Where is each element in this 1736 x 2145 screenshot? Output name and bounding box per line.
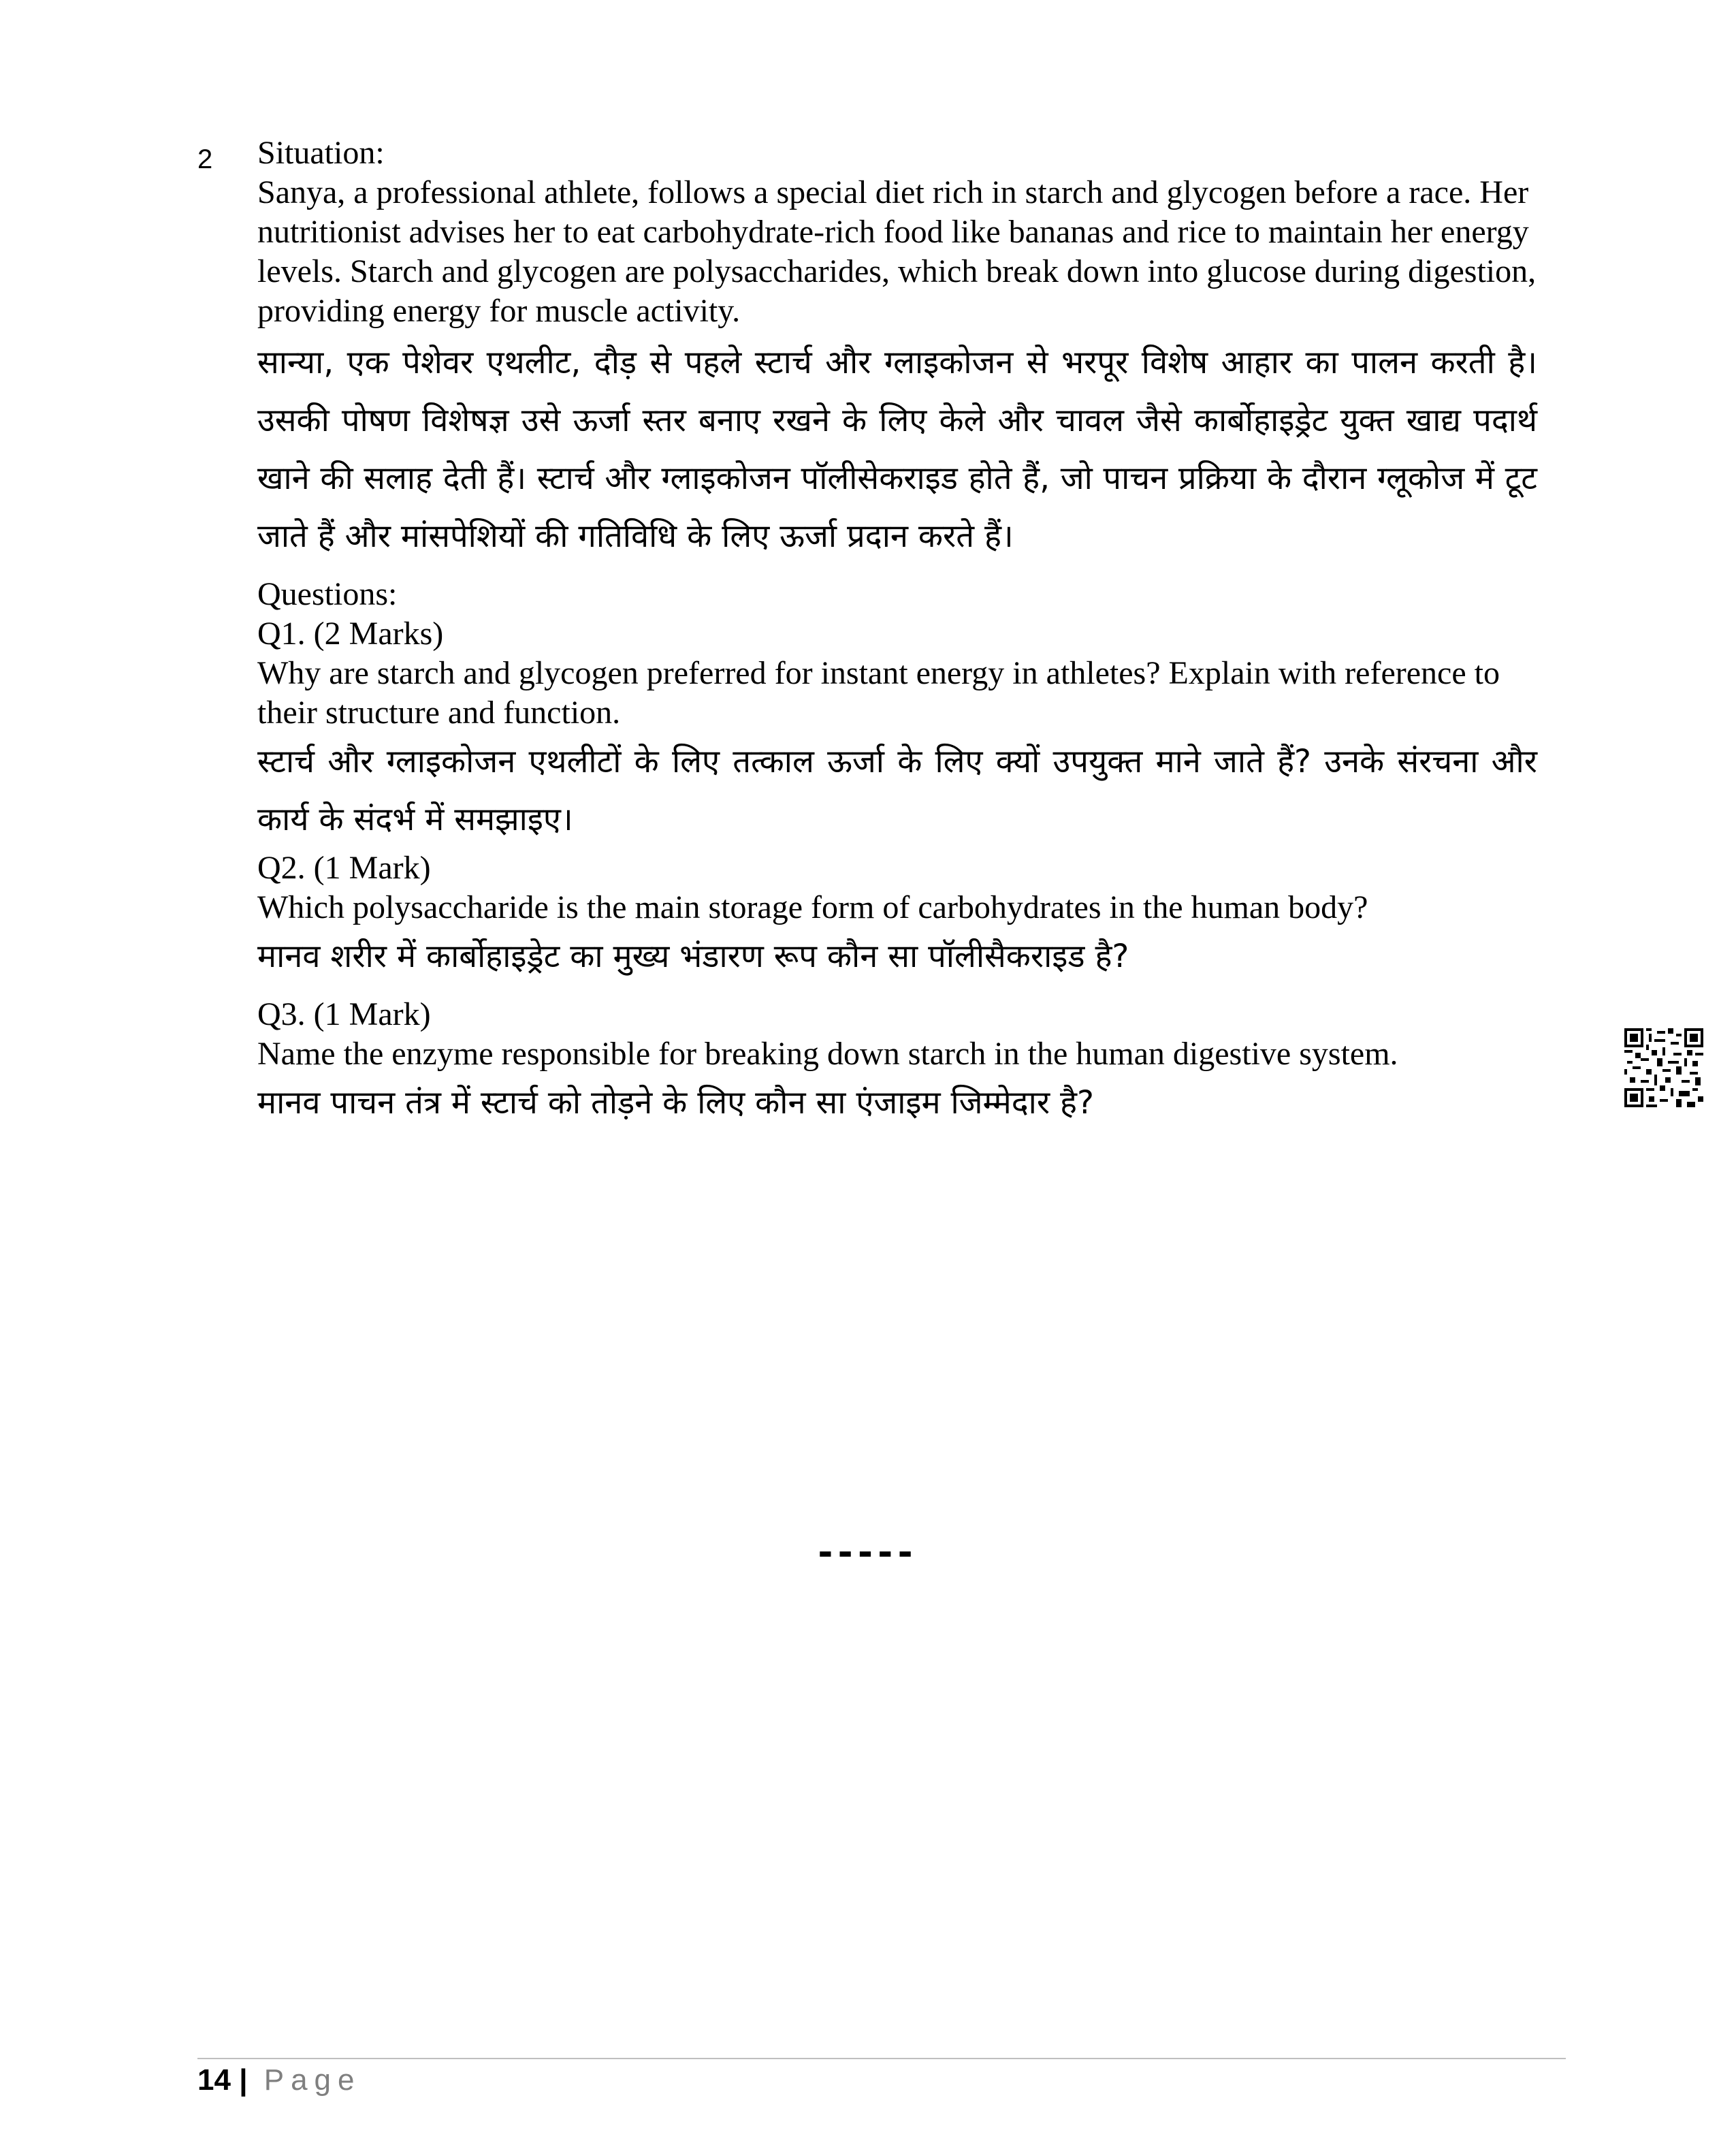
page-number: 14: [197, 2063, 231, 2097]
question-number: 2: [197, 144, 213, 174]
q3-text-hindi: मानव पाचन तंत्र में स्टार्च को तोड़ने के लिए कौन सा एंजाइम जिम्मेदार है?: [257, 1084, 1094, 1122]
q2-label: Q2. (1 Mark): [257, 850, 431, 886]
end-of-section-mark: -----: [818, 1526, 918, 1575]
page-footer: [197, 2063, 361, 2097]
question-content: [257, 133, 1537, 1132]
page-label: Page: [263, 2063, 361, 2097]
q2-text-english: Which polysaccharide is the main storage form of carbohydrates in the human body?: [257, 889, 1368, 925]
situation-text-hindi: सान्या, एक पेशेवर एथलीट, दौड़ से पहले स्टार्च और ग्लाइकोजन से भरपूर विशेष आहार का पालन करती है। उसकी पोषण विशेषज्ञ उसे ऊर्जा स्तर बनाए रखने के लिए केले और चावल जैसे कार्बोहाइड्रेट युक्त खाद्य पदार्थ खाने की सलाह देती हैं। स्टार्च और ग्लाइकोजन पॉलीसेकराइड होते हैं, जो पाचन प्रक्रिया के दौरान ग्लूकोज में टूट जाते हैं और मांसपेशियों की गतिविधि के लिए ऊर्जा प्रदान करते हैं।: [257, 344, 1537, 555]
footer-divider: [197, 2058, 1566, 2059]
q3-text-english: Name the enzyme responsible for breaking down starch in the human digestive system.: [257, 1036, 1398, 1072]
situation-heading: Situation:: [257, 135, 385, 171]
q1-text-hindi: स्टार्च और ग्लाइकोजन एथलीटों के लिए तत्काल ऊर्जा के लिए क्यों उपयुक्त माने जाते हैं? उनके संरचना और कार्य के संदर्भ में समझाइए।: [257, 743, 1537, 838]
situation-text-english: Sanya, a professional athlete, follows a special diet rich in starch and glycogen before a race. Her nutritionist advises her to eat carbohydrate-rich food like bananas and rice to maintain her energy levels. Starch and glycogen are polysaccharides, which break down into glucose during digestion, providing energy for muscle activity.: [257, 174, 1537, 329]
q1-label: Q1. (2 Marks): [257, 616, 444, 652]
questions-heading: Questions:: [257, 576, 398, 612]
q1-text-english: Why are starch and glycogen preferred for instant energy in athletes? Explain with reference to their structure and function.: [257, 655, 1500, 731]
footer-separator: |: [239, 2063, 248, 2097]
q2-text-hindi: मानव शरीर में कार्बोहाइड्रेट का मुख्य भंडारण रूप कौन सा पॉलीसैकराइड है?: [257, 938, 1129, 975]
qr-code-icon: [1624, 1028, 1703, 1107]
q3-label: Q3. (1 Mark): [257, 996, 431, 1032]
